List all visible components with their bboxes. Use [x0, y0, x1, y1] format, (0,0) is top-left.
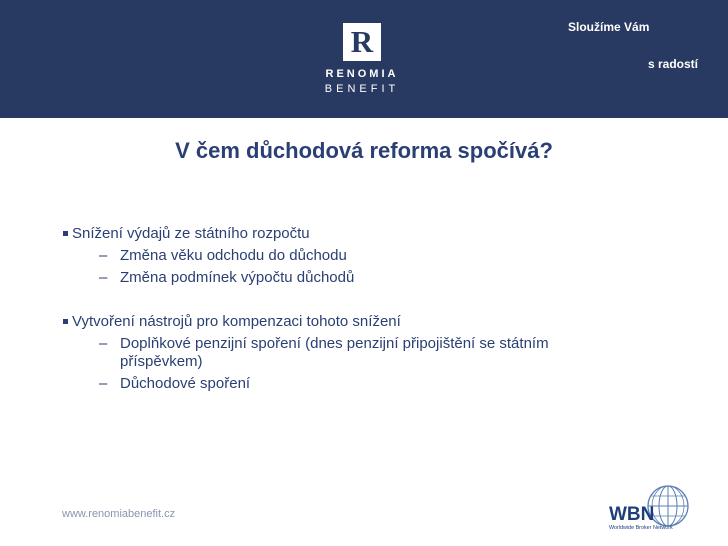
- sub-bullet-item: [63, 375, 623, 393]
- sub-bullet-item: [63, 247, 623, 265]
- bullet-item: Vytvoření nástrojů pro kompenzaci tohoto snížení: [63, 313, 623, 331]
- slogan-line-1: Sloužíme Vám: [568, 20, 650, 34]
- header-banner: [0, 0, 728, 118]
- sub-bullet-item: [63, 335, 623, 371]
- logo-letter: R: [350, 24, 374, 59]
- bullet-list: [63, 225, 623, 393]
- wbn-logo-icon: [606, 484, 706, 532]
- sub-bullet-text: Doplňkové penzijní spoření (dnes penzijní připojištění se státním příspěvkem): [120, 335, 549, 370]
- slide-title: V čem důchodová reforma spočívá?: [175, 138, 553, 163]
- sub-bullet-text: Změna podmínek výpočtu důchodů: [120, 269, 355, 286]
- logo-text-renomia: RENOMIA: [325, 68, 399, 80]
- bullet-item: Snížení výdajů ze státního rozpočtu: [63, 225, 623, 243]
- renomia-logo-icon: [343, 23, 381, 61]
- wbn-tagline: Worldwide Broker Network: [609, 525, 673, 531]
- wbn-text: WBN: [609, 504, 655, 525]
- footer-url: www.renomiabenefit.cz: [62, 508, 176, 520]
- slogan-line-2: s radostí: [647, 57, 698, 71]
- dash-marker: –: [99, 335, 108, 352]
- dash-marker: –: [99, 247, 108, 264]
- dash-marker: –: [99, 269, 108, 286]
- sub-bullet-text: Změna věku odchodu do důchodu: [120, 247, 347, 264]
- logo-text-benefit: BENEFIT: [324, 83, 400, 95]
- dash-marker: –: [99, 375, 108, 392]
- sub-bullet-item: [63, 269, 623, 287]
- sub-bullet-text: Důchodové spoření: [120, 375, 251, 392]
